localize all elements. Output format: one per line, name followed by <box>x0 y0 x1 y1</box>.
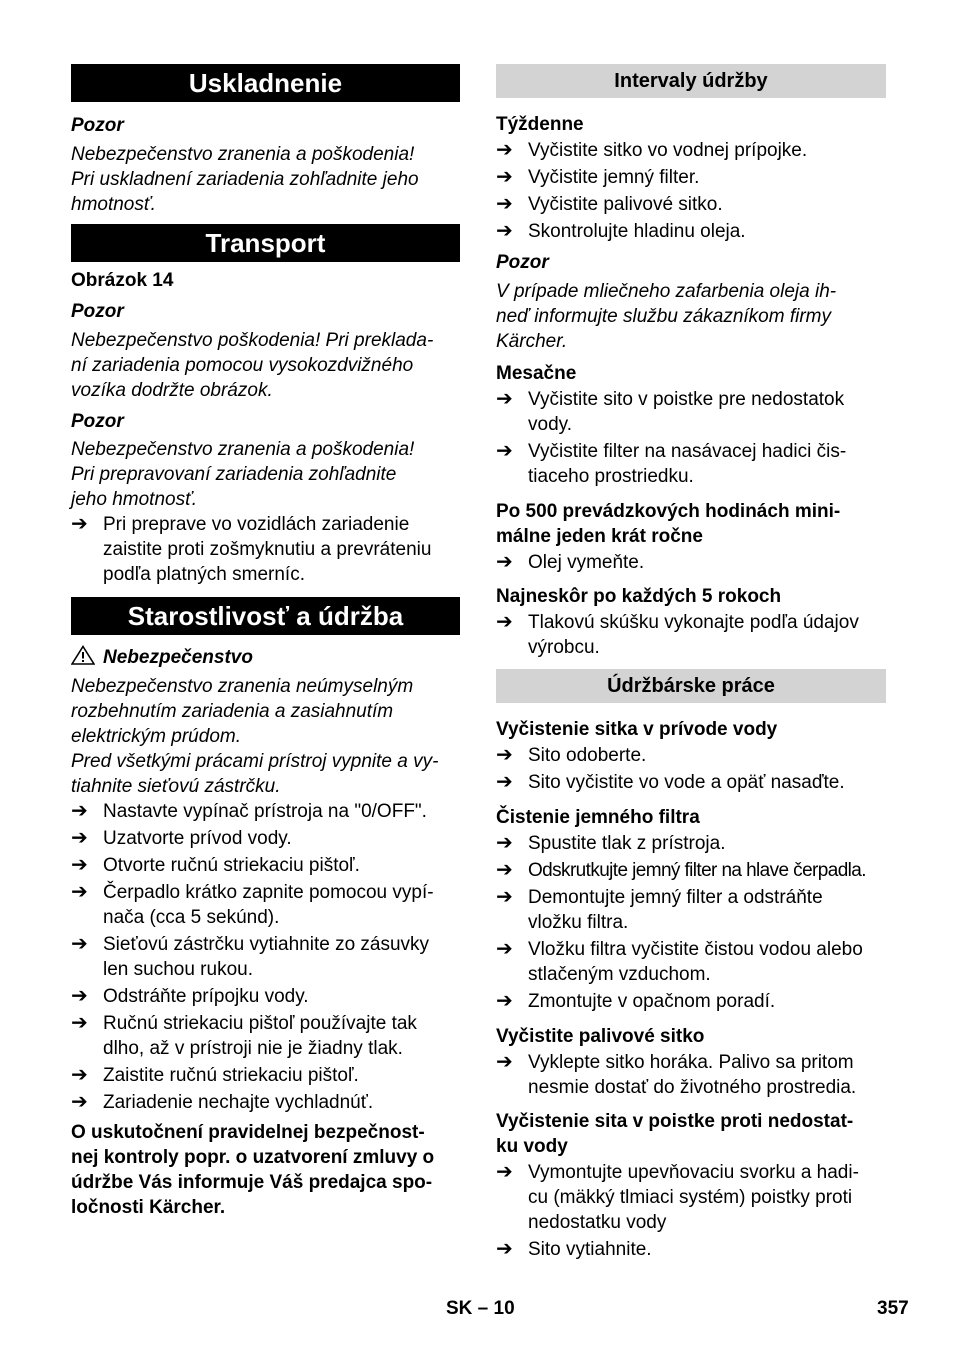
subheading-shortage <box>496 1109 886 1159</box>
text-line: vozíka dodržte obrázok. <box>71 380 273 401</box>
arrow-right-icon: ➔ <box>71 854 88 876</box>
list-item-text: Odstráňte prípojku vody. <box>103 986 309 1007</box>
list-item <box>496 885 886 935</box>
arrow-right-icon: ➔ <box>496 139 513 161</box>
caution-text <box>71 328 460 403</box>
list-item <box>71 1011 460 1061</box>
list-item-text: cu (mäkký tlmiaci systém) poistky proti <box>528 1187 853 1208</box>
arrow-right-icon: ➔ <box>496 1161 513 1183</box>
text-line: Nebezpečenstvo poškodenia! Pri preklada- <box>71 330 434 351</box>
text-line: neď informujte službu zákazníkom firmy <box>496 306 831 327</box>
arrow-right-icon: ➔ <box>496 166 513 188</box>
arrow-right-icon: ➔ <box>71 1064 88 1086</box>
list-item-text: výrobcu. <box>528 637 600 658</box>
text-line: podľa platných smerníc. <box>103 564 305 585</box>
list-item-text: Vyčistite filter na nasávacej hadici čis- <box>528 441 847 462</box>
arrow-right-icon: ➔ <box>71 800 88 822</box>
arrow-right-icon: ➔ <box>496 1051 513 1073</box>
figure-label: Obrázok 14 <box>71 270 174 291</box>
list-item <box>71 880 460 930</box>
list-item-text: Vložku filtra vyčistite čistou vodou alebo <box>528 939 863 960</box>
list-item-text: Vymontujte upevňovaciu svorku a hadi- <box>528 1162 859 1183</box>
list-item-text: Skontrolujte hladinu oleja. <box>528 221 746 242</box>
arrow-right-icon: ➔ <box>496 220 513 242</box>
list-item <box>496 165 886 190</box>
list-item <box>496 550 886 575</box>
text-line: údržbe Vás informuje Váš predajca spo- <box>71 1172 433 1193</box>
arrow-right-icon: ➔ <box>496 832 513 854</box>
arrow-right-icon: ➔ <box>71 827 88 849</box>
caution-text <box>71 142 460 217</box>
text-line: jeho hmotnosť. <box>71 489 198 510</box>
list-item-text: tiaceho prostriedku. <box>528 466 694 487</box>
list-item <box>496 858 886 883</box>
list-item <box>71 853 460 878</box>
list-item <box>71 1063 460 1088</box>
list-item <box>71 826 460 851</box>
arrow-right-icon: ➔ <box>496 440 513 462</box>
list-item <box>496 743 886 768</box>
text-line: ločnosti Kärcher. <box>71 1197 226 1218</box>
list-item <box>496 610 886 660</box>
caution-label: Pozor <box>71 115 124 136</box>
list-item <box>71 984 460 1009</box>
list-item-text: Odskrutkujte jemný filter na hlave čerpadla. <box>528 860 866 881</box>
section-heading-care: Starostlivosť a údržba <box>71 597 460 635</box>
text-line: Vyčistenie sita v poistke proti nedostat- <box>496 1111 854 1132</box>
subheading-5y: Najneskôr po každých 5 rokoch <box>496 586 782 607</box>
list-item-text: vložku filtra. <box>528 912 629 933</box>
section-heading-storage: Uskladnenie <box>71 64 460 102</box>
list-item <box>496 1237 886 1262</box>
text-line: ní zariadenia pomocou vysokozdvižného <box>71 355 414 376</box>
list-item-text: Sito vytiahnite. <box>528 1239 652 1260</box>
list-item <box>71 512 460 587</box>
danger-label-text: Nebezpečenstvo <box>103 647 253 668</box>
caution-label: Pozor <box>71 411 124 432</box>
text-line: Nebezpečenstvo zranenia neúmyselným <box>71 676 414 697</box>
note-text <box>71 1120 460 1220</box>
text-line: rozbehnutím zariadenia a zasiahnutím <box>71 701 394 722</box>
text-line: tiahnite sieťovú zástrčku. <box>71 776 281 797</box>
list-item <box>71 799 460 824</box>
text-line: Pred všetkými prácami prístroj vypnite a vy- <box>71 751 439 772</box>
arrow-right-icon: ➔ <box>496 990 513 1012</box>
list-item <box>496 439 886 489</box>
text-line: zaistite proti zošmyknutiu a prevráteniu <box>103 539 432 560</box>
list-item-text: nedostatku vody <box>528 1212 667 1233</box>
arrow-right-icon: ➔ <box>71 933 88 955</box>
arrow-right-icon: ➔ <box>496 886 513 908</box>
text-line: Pri prepravovaní zariadenia zohľadnite <box>71 464 397 485</box>
text-line: Kärcher. <box>496 331 568 352</box>
list-item-text: Zmontujte v opačnom poradí. <box>528 991 776 1012</box>
warning-triangle-icon <box>71 645 95 665</box>
list-item-text: Ručnú striekaciu pištoľ používajte tak <box>103 1013 417 1034</box>
list-item <box>71 932 460 982</box>
list-item <box>496 1050 886 1100</box>
text-line: V prípade mliečneho zafarbenia oleja ih- <box>496 281 837 302</box>
section-heading-transport: Transport <box>71 224 460 262</box>
danger-label <box>71 645 460 670</box>
subheading-500h <box>496 499 886 549</box>
list-item <box>496 192 886 217</box>
caution-label: Pozor <box>71 301 124 322</box>
list-item-text: Sieťovú zástrčku vytiahnite zo zásuvky <box>103 934 430 955</box>
list-item-text: Tlakovú skúšku vykonajte podľa údajov <box>528 612 859 633</box>
list-item <box>496 1160 886 1235</box>
list-item-text: Zaistite ručnú striekaciu pištoľ. <box>103 1065 359 1086</box>
subheading-monthly: Mesačne <box>496 363 577 384</box>
list-item-text: Uzatvorte prívod vody. <box>103 828 292 849</box>
list-item <box>496 989 886 1014</box>
arrow-right-icon: ➔ <box>496 611 513 633</box>
list-item-text: Demontujte jemný filter a odstráňte <box>528 887 823 908</box>
text-line: ku vody <box>496 1136 568 1157</box>
list-item-text: nača (cca 5 sekúnd). <box>103 907 280 928</box>
list-item-text: Nastavte vypínač prístroja na "0/OFF". <box>103 801 427 822</box>
caution-label: Pozor <box>496 252 549 273</box>
list-item <box>496 937 886 987</box>
arrow-right-icon: ➔ <box>71 881 88 903</box>
arrow-right-icon: ➔ <box>496 938 513 960</box>
subheading-fuel: Vyčistite palivové sitko <box>496 1026 705 1047</box>
text-line: elektrickým prúdom. <box>71 726 241 747</box>
text-line: málne jeden krát ročne <box>496 526 703 547</box>
text-line: nej kontroly popr. o uzatvorení zmluvy o <box>71 1147 435 1168</box>
list-item-text: dlho, až v prístroji nie je žiadny tlak. <box>103 1038 403 1059</box>
subheading-water: Vyčistenie sitka v prívode vody <box>496 719 778 740</box>
text-line: hmotnosť. <box>71 194 156 215</box>
arrow-right-icon: ➔ <box>496 551 513 573</box>
list-item-text: Sito odoberte. <box>528 745 647 766</box>
list-item-text: Vyčistite jemný filter. <box>528 167 700 188</box>
arrow-right-icon: ➔ <box>71 1091 88 1113</box>
list-item <box>71 1090 460 1115</box>
list-item-text: Olej vymeňte. <box>528 552 645 573</box>
danger-text <box>71 674 460 799</box>
list-item-text: Vyčistite sitko vo vodnej prípojke. <box>528 140 808 161</box>
list-item <box>496 770 886 795</box>
list-item-text: Vyčistite sito v poistke pre nedostatok <box>528 389 845 410</box>
arrow-right-icon: ➔ <box>496 1238 513 1260</box>
arrow-right-icon: ➔ <box>496 771 513 793</box>
subheading-fine-filter: Čistenie jemného filtra <box>496 807 700 828</box>
list-item-text: Sito vyčistite vo vode a opäť nasaďte. <box>528 772 845 793</box>
arrow-right-icon: ➔ <box>71 513 88 535</box>
list-item <box>496 138 886 163</box>
text-line: Pri preprave vo vozidlách zariadenie <box>103 514 410 535</box>
text-line: Nebezpečenstvo zranenia a poškodenia! <box>71 439 415 460</box>
text-line: Nebezpečenstvo zranenia a poškodenia! <box>71 144 415 165</box>
caution-text <box>71 437 460 512</box>
caution-text <box>496 279 886 354</box>
list-item <box>496 219 886 244</box>
list-item <box>496 831 886 856</box>
arrow-right-icon: ➔ <box>71 985 88 1007</box>
list-item-text: len suchou rukou. <box>103 959 253 980</box>
list-item <box>496 387 886 437</box>
arrow-right-icon: ➔ <box>496 744 513 766</box>
list-item-text: nesmie dostať do životného prostredia. <box>528 1077 857 1098</box>
list-item-text: Čerpadlo krátko zapnite pomocou vypí- <box>103 882 434 903</box>
arrow-right-icon: ➔ <box>496 388 513 410</box>
subheading-weekly: Týždenne <box>496 114 584 135</box>
footer-lang-page: SK – 10 <box>446 1298 515 1319</box>
list-item-text: vody. <box>528 414 573 435</box>
list-item-text: Otvorte ručnú striekaciu pištoľ. <box>103 855 360 876</box>
text-line: O uskutočnení pravidelnej bezpečnost- <box>71 1122 425 1143</box>
list-item-text: Vyčistite palivové sitko. <box>528 194 723 215</box>
footer-page-number: 357 <box>877 1298 909 1319</box>
arrow-right-icon: ➔ <box>496 859 513 881</box>
list-item-text: Spustite tlak z prístroja. <box>528 833 726 854</box>
section-heading-intervals: Intervaly údržby <box>496 64 886 98</box>
list-item-text: stlačeným vzduchom. <box>528 964 711 985</box>
text-line: Pri uskladnení zariadenia zohľadnite jeho <box>71 169 419 190</box>
list-item-text: Zariadenie nechajte vychladnúť. <box>103 1092 374 1113</box>
list-item-text: Vyklepte sitko horáka. Palivo sa pritom <box>528 1052 854 1073</box>
text-line: Po 500 prevádzkových hodinách mini- <box>496 501 841 522</box>
section-heading-work: Údržbárske práce <box>496 669 886 703</box>
arrow-right-icon: ➔ <box>71 1012 88 1034</box>
arrow-right-icon: ➔ <box>496 193 513 215</box>
